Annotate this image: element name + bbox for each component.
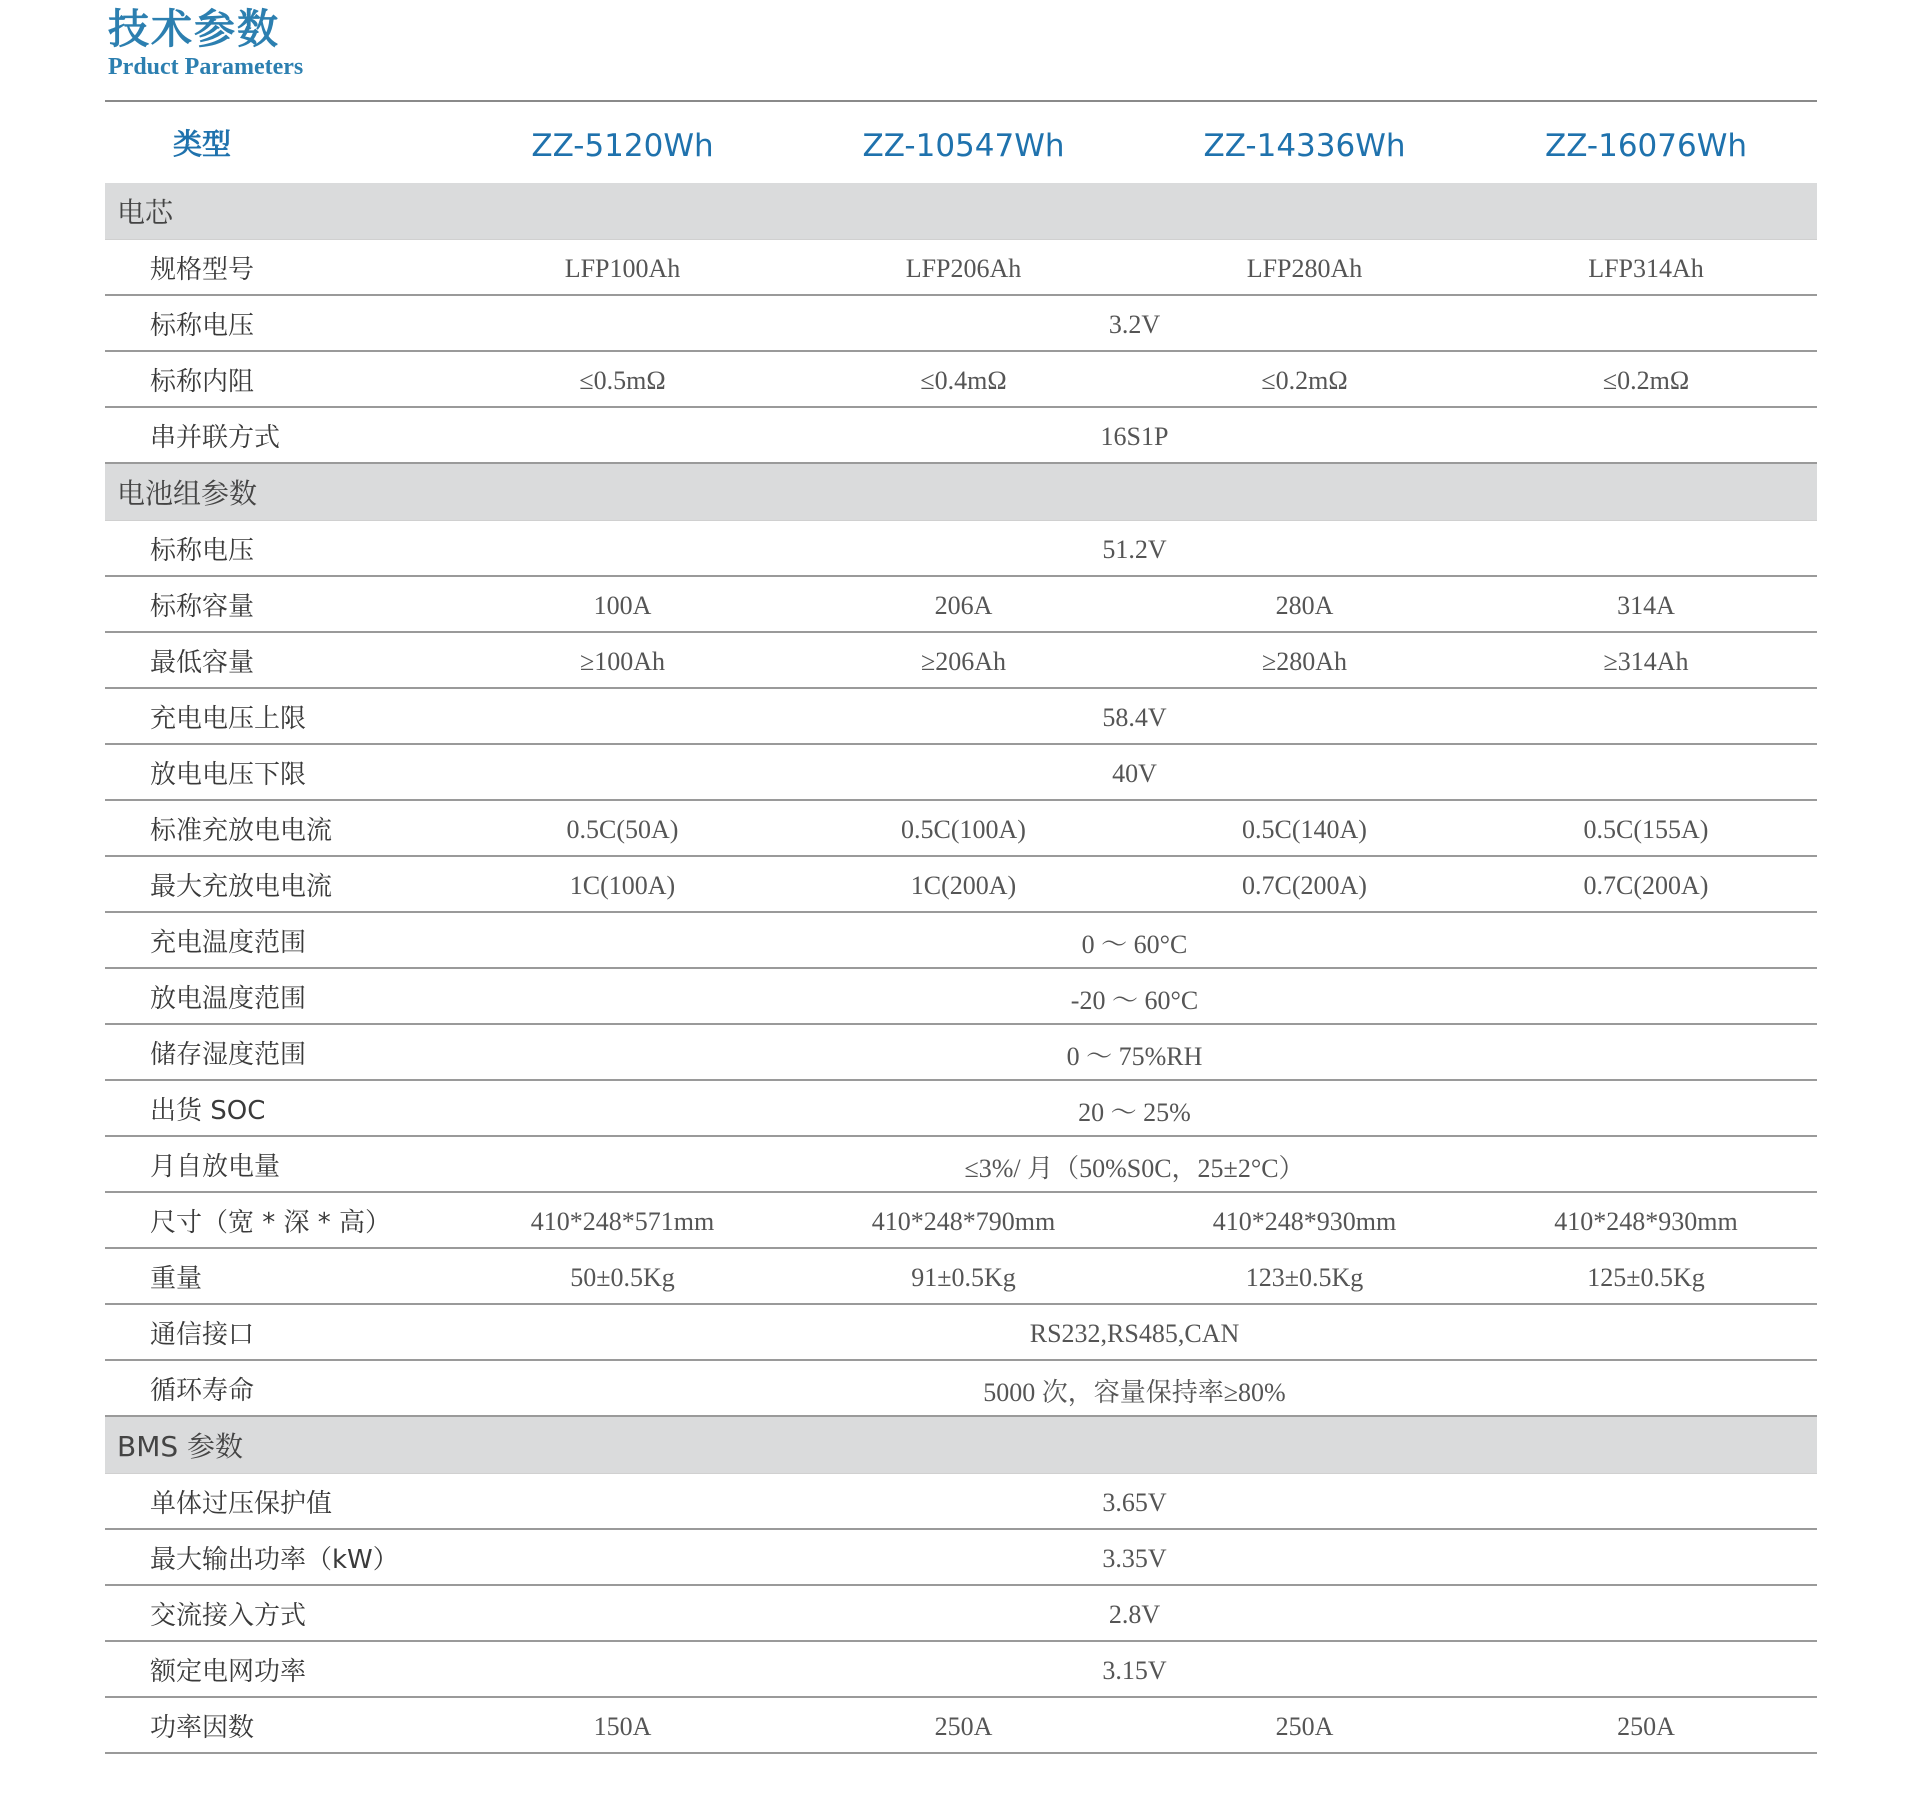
section-header-row	[105, 183, 1817, 240]
parameter-value: 0.5C(50A)	[452, 800, 793, 856]
parameter-label: 通信接口	[105, 1304, 452, 1360]
parameter-label: 单体过压保护值	[105, 1474, 452, 1530]
parameter-value: 0.7C(200A)	[1475, 856, 1817, 912]
parameter-value: ≥314Ah	[1475, 632, 1817, 688]
table-row	[105, 800, 1817, 856]
parameter-value-shared: 3.35V	[452, 1529, 1817, 1585]
parameter-label: 最大输出功率（kW）	[105, 1529, 452, 1585]
parameter-value-shared: 58.4V	[452, 688, 1817, 744]
parameter-label: 尺寸（宽 * 深 * 高）	[105, 1192, 452, 1248]
parameter-value: 206A	[793, 576, 1134, 632]
parameter-label: 串并联方式	[105, 407, 452, 463]
parameter-value-shared: 51.2V	[452, 521, 1817, 577]
parameter-value: 410*248*790mm	[793, 1192, 1134, 1248]
table-row	[105, 576, 1817, 632]
parameter-value-shared: 16S1P	[452, 407, 1817, 463]
parameter-value-shared: 3.15V	[452, 1641, 1817, 1697]
model-header: ZZ-5120Wh	[531, 127, 714, 164]
section-header-row	[105, 1416, 1817, 1474]
section-title: 电池组参数	[105, 463, 1817, 521]
page-subtitle: Prduct Parameters	[108, 54, 304, 80]
parameters-table-body	[105, 183, 1817, 1753]
parameter-label: 标称内阻	[105, 351, 452, 407]
section-title: 电芯	[105, 183, 1817, 240]
parameter-label: 额定电网功率	[105, 1641, 452, 1697]
parameter-value: LFP314Ah	[1475, 240, 1817, 296]
table-row	[105, 1641, 1817, 1697]
parameter-value: ≥100Ah	[452, 632, 793, 688]
parameter-value: LFP280Ah	[1134, 240, 1475, 296]
parameter-value-shared: 5000 次，容量保持率≥80%	[452, 1360, 1817, 1416]
parameter-label: 充电电压上限	[105, 688, 452, 744]
parameter-label: 标称容量	[105, 576, 452, 632]
table-row	[105, 688, 1817, 744]
parameter-label: 重量	[105, 1248, 452, 1304]
parameter-label: 放电温度范围	[105, 968, 452, 1024]
table-row	[105, 856, 1817, 912]
table-row	[105, 1529, 1817, 1585]
parameter-label: 标称电压	[105, 295, 452, 351]
parameter-label: 储存湿度范围	[105, 1024, 452, 1080]
parameter-label: 标称电压	[105, 521, 452, 577]
parameter-label: 最低容量	[105, 632, 452, 688]
parameter-value: 91±0.5Kg	[793, 1248, 1134, 1304]
parameter-value: ≤0.2mΩ	[1475, 351, 1817, 407]
parameter-value-shared: 0 〜 75%RH	[452, 1024, 1817, 1080]
parameter-value: LFP100Ah	[452, 240, 793, 296]
parameter-label: 出货 SOC	[105, 1080, 452, 1136]
parameter-value: 280A	[1134, 576, 1475, 632]
parameter-value-shared: RS232,RS485,CAN	[452, 1304, 1817, 1360]
parameter-value: 410*248*571mm	[452, 1192, 793, 1248]
parameter-value: 1C(100A)	[452, 856, 793, 912]
parameter-value-shared: 20 〜 25%	[452, 1080, 1817, 1136]
parameter-label: 最大充放电电流	[105, 856, 452, 912]
table-row	[105, 912, 1817, 968]
parameter-value-shared: 40V	[452, 744, 1817, 800]
parameter-label: 功率因数	[105, 1697, 452, 1753]
table-row	[105, 1080, 1817, 1136]
parameter-label: 交流接入方式	[105, 1585, 452, 1641]
table-row	[105, 968, 1817, 1024]
parameter-value: ≥206Ah	[793, 632, 1134, 688]
parameter-value: 150A	[452, 1697, 793, 1753]
model-header: ZZ-10547Wh	[862, 127, 1065, 164]
parameter-value-shared: ≤3%/ 月（50%S0C，25±2°C）	[452, 1136, 1817, 1192]
parameter-value: 1C(200A)	[793, 856, 1134, 912]
table-row	[105, 295, 1817, 351]
parameters-table	[105, 100, 1817, 1754]
parameter-label: 循环寿命	[105, 1360, 452, 1416]
parameter-label: 充电温度范围	[105, 912, 452, 968]
table-row	[105, 521, 1817, 577]
table-row	[105, 632, 1817, 688]
table-row	[105, 744, 1817, 800]
parameter-value: ≤0.4mΩ	[793, 351, 1134, 407]
parameter-label: 标准充放电电流	[105, 800, 452, 856]
table-row	[105, 1024, 1817, 1080]
page-title: 技术参数	[108, 5, 280, 53]
parameter-value: 410*248*930mm	[1475, 1192, 1817, 1248]
parameter-value: LFP206Ah	[793, 240, 1134, 296]
table-row	[105, 1248, 1817, 1304]
parameter-value: 125±0.5Kg	[1475, 1248, 1817, 1304]
table-row	[105, 1136, 1817, 1192]
parameter-value-shared: 2.8V	[452, 1585, 1817, 1641]
section-title: BMS 参数	[105, 1416, 1817, 1474]
parameter-value-shared: -20 〜 60°C	[452, 968, 1817, 1024]
table-row	[105, 1192, 1817, 1248]
parameter-value: 314A	[1475, 576, 1817, 632]
model-header: ZZ-14336Wh	[1203, 127, 1406, 164]
parameter-value-shared: 3.65V	[452, 1474, 1817, 1530]
parameter-label: 月自放电量	[105, 1136, 452, 1192]
parameter-label: 规格型号	[105, 240, 452, 296]
parameter-value: 50±0.5Kg	[452, 1248, 793, 1304]
parameter-label: 放电电压下限	[105, 744, 452, 800]
parameter-value: ≥280Ah	[1134, 632, 1475, 688]
parameter-value: 0.5C(140A)	[1134, 800, 1475, 856]
parameter-value: 410*248*930mm	[1134, 1192, 1475, 1248]
table-row	[105, 351, 1817, 407]
parameter-value: 250A	[1134, 1697, 1475, 1753]
parameter-value: 100A	[452, 576, 793, 632]
parameter-value: ≤0.5mΩ	[452, 351, 793, 407]
parameter-value: 250A	[793, 1697, 1134, 1753]
parameter-value-shared: 0 〜 60°C	[452, 912, 1817, 968]
parameter-value: 250A	[1475, 1697, 1817, 1753]
table-row	[105, 407, 1817, 463]
table-row	[105, 1585, 1817, 1641]
model-header: ZZ-16076Wh	[1544, 127, 1748, 164]
table-row	[105, 240, 1817, 296]
table-row	[105, 1304, 1817, 1360]
parameter-value: 0.5C(100A)	[793, 800, 1134, 856]
parameter-value-shared: 3.2V	[452, 295, 1817, 351]
parameter-value: 0.7C(200A)	[1134, 856, 1475, 912]
table-row	[105, 1474, 1817, 1530]
parameter-value: 123±0.5Kg	[1134, 1248, 1475, 1304]
parameter-value: ≤0.2mΩ	[1134, 351, 1475, 407]
table-row	[105, 1697, 1817, 1753]
model-header-row	[105, 101, 1817, 183]
type-header: 类型	[173, 127, 232, 161]
table-row	[105, 1360, 1817, 1416]
parameter-value: 0.5C(155A)	[1475, 800, 1817, 856]
section-header-row	[105, 463, 1817, 521]
